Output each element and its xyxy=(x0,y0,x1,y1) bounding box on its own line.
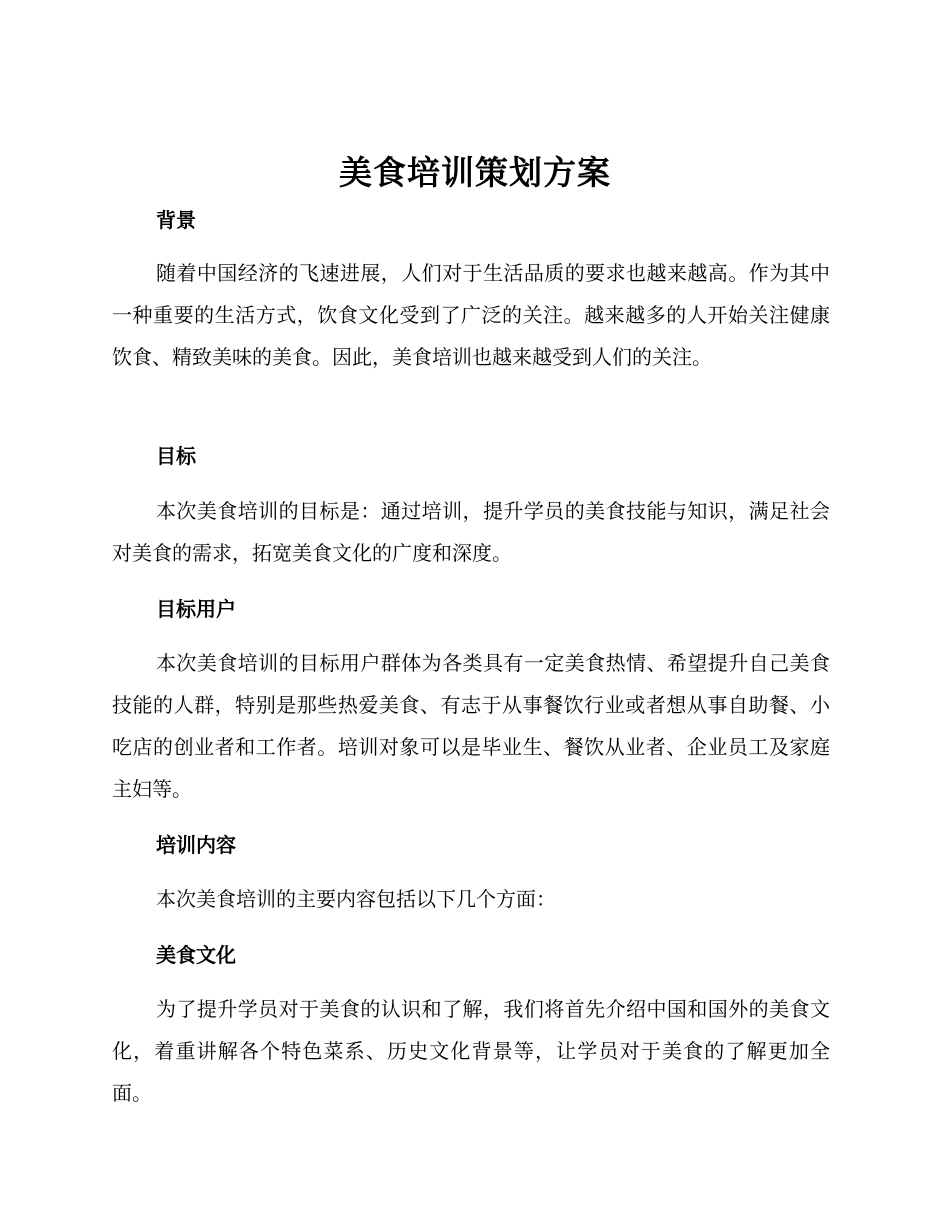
section-heading-food-culture: 美食文化 xyxy=(156,943,236,967)
section-paragraph-food-culture: 为了提升学员对于美食的认识和了解，我们将首先介绍中国和国外的美食文化，着重讲解各个特色菜系、历史文化背景等，让学员对于美食的了解更加全面。 xyxy=(112,997,830,1105)
section-paragraph-target-users: 本次美食培训的目标用户群体为各类具有一定美食热情、希望提升自己美食技能的人群，特别是那些热爱美食、有志于从事餐饮行业或者想从事自助餐、小吃店的创业者和工作者。培训对象可以是毕业生、餐饮从业者、企业员工及家庭主妇等。 xyxy=(112,651,830,801)
document-title: 美食培训策划方案 xyxy=(339,153,611,192)
section-heading-background: 背景 xyxy=(156,208,196,232)
section-paragraph-training-content: 本次美食培训的主要内容包括以下几个方面： xyxy=(156,887,556,911)
section-heading-target-users: 目标用户 xyxy=(156,597,236,621)
section-paragraph-background: 随着中国经济的飞速进展，人们对于生活品质的要求也越来越高。作为其中一种重要的生活方式，饮食文化受到了广泛的关注。越来越多的人开始关注健康饮食、精致美味的美食。因此，美食培训也越来越受到人们的关注。 xyxy=(112,261,830,369)
section-paragraph-goal: 本次美食培训的目标是：通过培训，提升学员的美食技能与知识，满足社会对美食的需求，拓宽美食文化的广度和深度。 xyxy=(112,499,830,565)
section-heading-training-content: 培训内容 xyxy=(156,833,236,857)
section-heading-goal: 目标 xyxy=(156,444,196,468)
